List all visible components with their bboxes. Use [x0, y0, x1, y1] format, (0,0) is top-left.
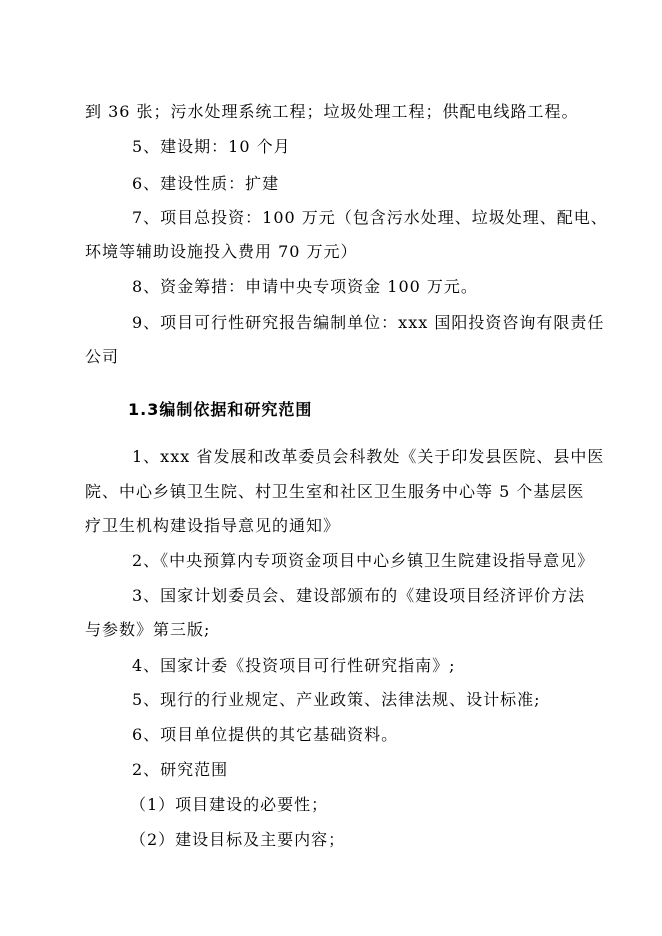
text-line: 与参数》第三版;: [85, 620, 211, 639]
text-line: 4、国家计委《投资项目可行性研究指南》;: [132, 656, 456, 675]
text-line: 6、项目单位提供的其它基础资料。: [132, 725, 399, 744]
text-line: （2）建设目标及主要内容；: [130, 830, 346, 849]
text-line: 5、建设期：10 个月: [132, 137, 291, 156]
text-line: 2、研究范围: [132, 760, 229, 779]
text-line: 到 36 张；污水处理系统工程；垃圾处理工程；供配电线路工程。: [85, 102, 579, 121]
text-line: 6、建设性质：扩建: [132, 174, 280, 193]
text-line: 公司: [85, 347, 120, 366]
text-line: 5、现行的行业规定、产业政策、法律法规、设计标准;: [132, 690, 541, 709]
text-line: 9、项目可行性研究报告编制单位：xxx 国阳投资咨询有限责任: [132, 313, 605, 332]
text-line: 1、xxx 省发展和改革委员会科教处《关于印发县医院、县中医: [132, 447, 605, 466]
text-line: 疗卫生机构建设指导意见的通知》: [85, 516, 341, 535]
text-line: 7、项目总投资：100 万元（包含污水处理、垃圾处理、配电、: [132, 208, 608, 227]
text-line: 2、《中央预算内专项资金项目中心乡镇卫生院建设指导意见》: [132, 551, 595, 570]
text-line: 8、资金筹措：申请中央专项资金 100 万元。: [132, 277, 478, 296]
section-heading: 1.3编制依据和研究范围: [128, 400, 313, 419]
text-line: 院、中心乡镇卫生院、村卫生室和社区卫生服务中心等 5 个基层医: [85, 482, 585, 501]
text-line: 环境等辅助设施投入费用 70 万元）: [85, 242, 358, 261]
text-line: （1）项目建设的必要性；: [130, 795, 329, 814]
text-line: 3、国家计划委员会、建设部颁布的《建设项目经济评价方法: [132, 586, 586, 605]
